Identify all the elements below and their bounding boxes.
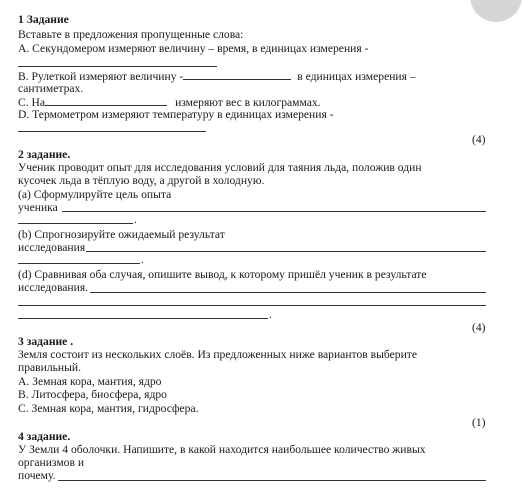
task2-title: 2 задание. (18, 148, 71, 161)
task1-item-c-end: измеряют вес в килограммах. (175, 96, 321, 109)
answer-period: . (141, 253, 144, 266)
task1-item-c-start: С. На (18, 96, 46, 109)
task1-item-c (18, 95, 321, 109)
corner-circle (470, 0, 522, 22)
task4-line3: почему. (18, 469, 56, 482)
answer-line-2b-2[interactable] (18, 263, 140, 264)
task1-item-b (18, 69, 416, 83)
answer-line-2b-1[interactable] (86, 251, 486, 252)
task2-points: (4) (472, 321, 486, 334)
answer-line-2d-2[interactable] (18, 305, 486, 306)
task1-item-d: D. Термометром измеряют температуру в единицах измерения - (18, 108, 334, 121)
answer-period: . (269, 308, 272, 321)
task2-a-line1: (а) Сформулируйте цель опыта (18, 188, 172, 201)
answer-line-1c[interactable] (45, 95, 167, 106)
task1-title: 1 Задание (18, 13, 69, 26)
task4-line1: У Земли 4 оболочки. Напишите, в какой находится наибольшее количество живых (18, 443, 426, 456)
answer-line-2d-1[interactable] (90, 292, 486, 293)
answer-line-1d[interactable] (18, 131, 206, 132)
task3-option-a[interactable]: А. Земная кора, мантия, ядро (18, 375, 162, 388)
task3-line2: правильный. (18, 361, 81, 374)
answer-line-1a[interactable] (18, 66, 217, 67)
task3-line1: Земля состоит из нескольких слоёв. Из предложенных ниже вариантов выберите (18, 348, 417, 361)
task2-d-line2: исследования. (18, 281, 89, 294)
task3-title: 3 задание . (18, 335, 74, 348)
task4-title: 4 задание. (18, 430, 71, 443)
task1-points: (4) (472, 133, 486, 146)
task2-b-line1: (b) Спрогнозируйте ожидаемый результат (18, 228, 225, 241)
answer-period: . (134, 213, 137, 226)
task1-item-b-end: в единицах измерения – (297, 70, 416, 83)
task1-item-a: А. Секундомером измеряют величину – время, в единицах измерения - (18, 42, 369, 55)
task3-option-b[interactable]: В. Литосфера, биосфера, ядро (18, 388, 167, 401)
task2-line2: кусочек льда в тёплую воду, а другой в холодную. (18, 174, 265, 187)
answer-line-2a-2[interactable] (18, 223, 133, 224)
answer-line-2a-1[interactable] (62, 211, 486, 212)
task2-d-line1: (d) Сравнивая оба случая, опишите вывод, к которому пришёл ученик в результате (18, 268, 427, 281)
answer-line-1b[interactable] (183, 69, 291, 80)
task1-item-b-start: В. Рулеткой измеряют величину - (18, 70, 184, 83)
task2-b-line2: исследования (18, 241, 86, 254)
task4-line2: организмов и (18, 456, 85, 469)
answer-line-4[interactable] (58, 480, 486, 481)
task1-instruction: Вставьте в предложения пропущенные слова: (18, 28, 244, 41)
answer-line-2d-3[interactable] (18, 318, 268, 319)
task1-item-b-cont: сантиметрах. (18, 82, 84, 95)
task3-points: (1) (472, 416, 486, 429)
task2-a-line2: ученика (18, 201, 58, 214)
task3-option-c[interactable]: С. Земная кора, мантия, гидросфера. (18, 402, 199, 415)
task2-line1: Ученик проводит опыт для исследования условий для таяния льда, положив один (18, 161, 422, 174)
